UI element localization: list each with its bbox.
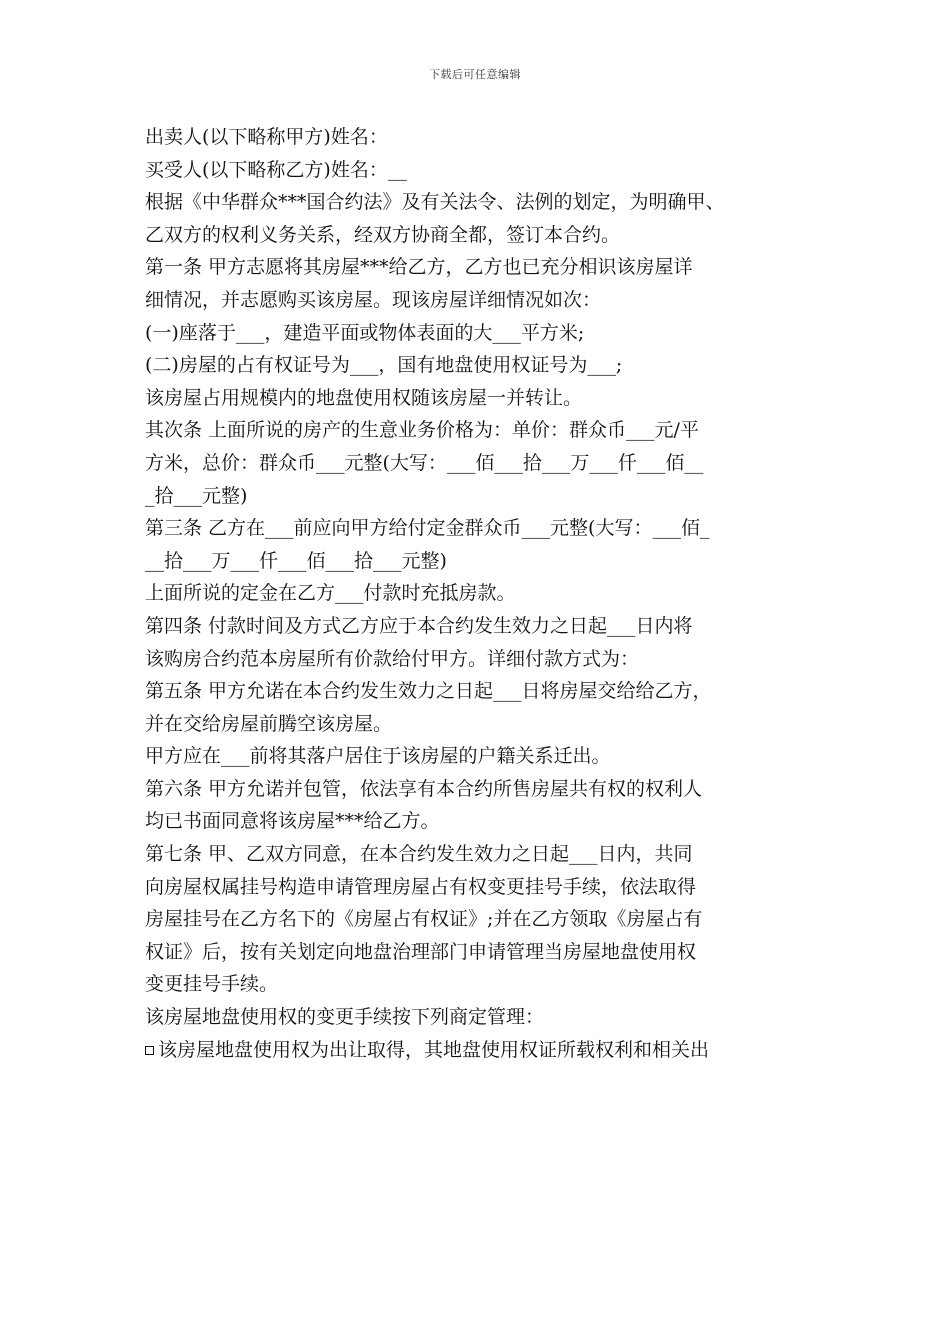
text-line: 均已书面同意将该房屋***给乙方。 <box>145 810 440 833</box>
text-line: 乙双方的权利义务关系，经双方协商全都，签订本合约。 <box>145 223 621 246</box>
text-line: 根据《中华群众***国合约法》及有关法令、法例的划定，为明确甲、 <box>145 191 725 214</box>
text-line: 第六条 甲方允诺并包管，依法享有本合约所售房屋共有权的权利人 <box>145 777 703 800</box>
text-line: 变更挂号手续。 <box>145 973 279 996</box>
text-line: (二)房屋的占有权证号为___，国有地盘使用权证号为___; <box>145 354 623 377</box>
text-line: (一)座落于___，建造平面或物体表面的大___平方米; <box>145 321 585 344</box>
checkbox-item-text: 该房屋地盘使用权为出让取得，其地盘使用权证所载权利和相关出 <box>158 1038 710 1061</box>
text-line: 方米，总价：群众币___元整(大写：___佰___拾___万___仟___佰__ <box>145 451 704 474</box>
text-line: 房屋挂号在乙方名下的《房屋占有权证》;并在乙方领取《房屋占有 <box>145 908 703 931</box>
text-line: 买受人(以下略称乙方)姓名：__ <box>145 158 407 181</box>
text-line: 该购房合约范本房屋所有价款给付甲方。详细付款方式为： <box>145 647 640 670</box>
text-line: 出卖人(以下略称甲方)姓名： <box>145 126 388 148</box>
text-line: 该房屋占用规模内的地盘使用权随该房屋一并转让。 <box>145 386 583 409</box>
text-line-with-checkbox <box>145 1035 825 1065</box>
text-line: 细情况，并志愿购买该房屋。现该房屋详细情况如次： <box>145 288 602 311</box>
text-line: 该房屋地盘使用权的变更手续按下列商定管理： <box>145 1006 545 1029</box>
text-line: _拾___元整) <box>145 484 248 507</box>
document-body <box>145 122 825 1067</box>
page-header: 下载后可任意编辑 <box>429 68 521 81</box>
text-line: 上面所说的定金在乙方___付款时充抵房款。 <box>145 582 516 605</box>
text-line: 其次条 上面所说的房产的生意业务价格为：单价：群众币___元/平 <box>145 419 699 442</box>
text-line: 第一条 甲方志愿将其房屋***给乙方，乙方也已充分相识该房屋详 <box>145 256 693 279</box>
text-line: 向房屋权属挂号构造申请管理房屋占有权变更挂号手续，依法取得 <box>145 875 697 898</box>
text-line: 权证》后，按有关划定向地盘治理部门申请管理当房屋地盘使用权 <box>145 940 697 963</box>
checkbox-icon <box>145 1046 154 1055</box>
text-line: 第五条 甲方允诺在本合约发生效力之日起___日将房屋交给给乙方， <box>145 680 712 703</box>
text-line: 第四条 付款时间及方式乙方应于本合约发生效力之日起___日内将 <box>145 614 693 637</box>
text-line: 第七条 甲、乙双方同意，在本合约发生效力之日起___日内，共同 <box>145 843 693 866</box>
text-line: __拾___万___仟___佰___拾___元整) <box>145 549 447 572</box>
text-line: 并在交给房屋前腾空该房屋。 <box>145 712 393 735</box>
text-line: 第三条 乙方在___前应向甲方给付定金群众币___元整(大写：___佰_ <box>145 517 710 540</box>
text-line: 甲方应在___前将其落户居住于该房屋的户籍关系迁出。 <box>145 745 611 768</box>
